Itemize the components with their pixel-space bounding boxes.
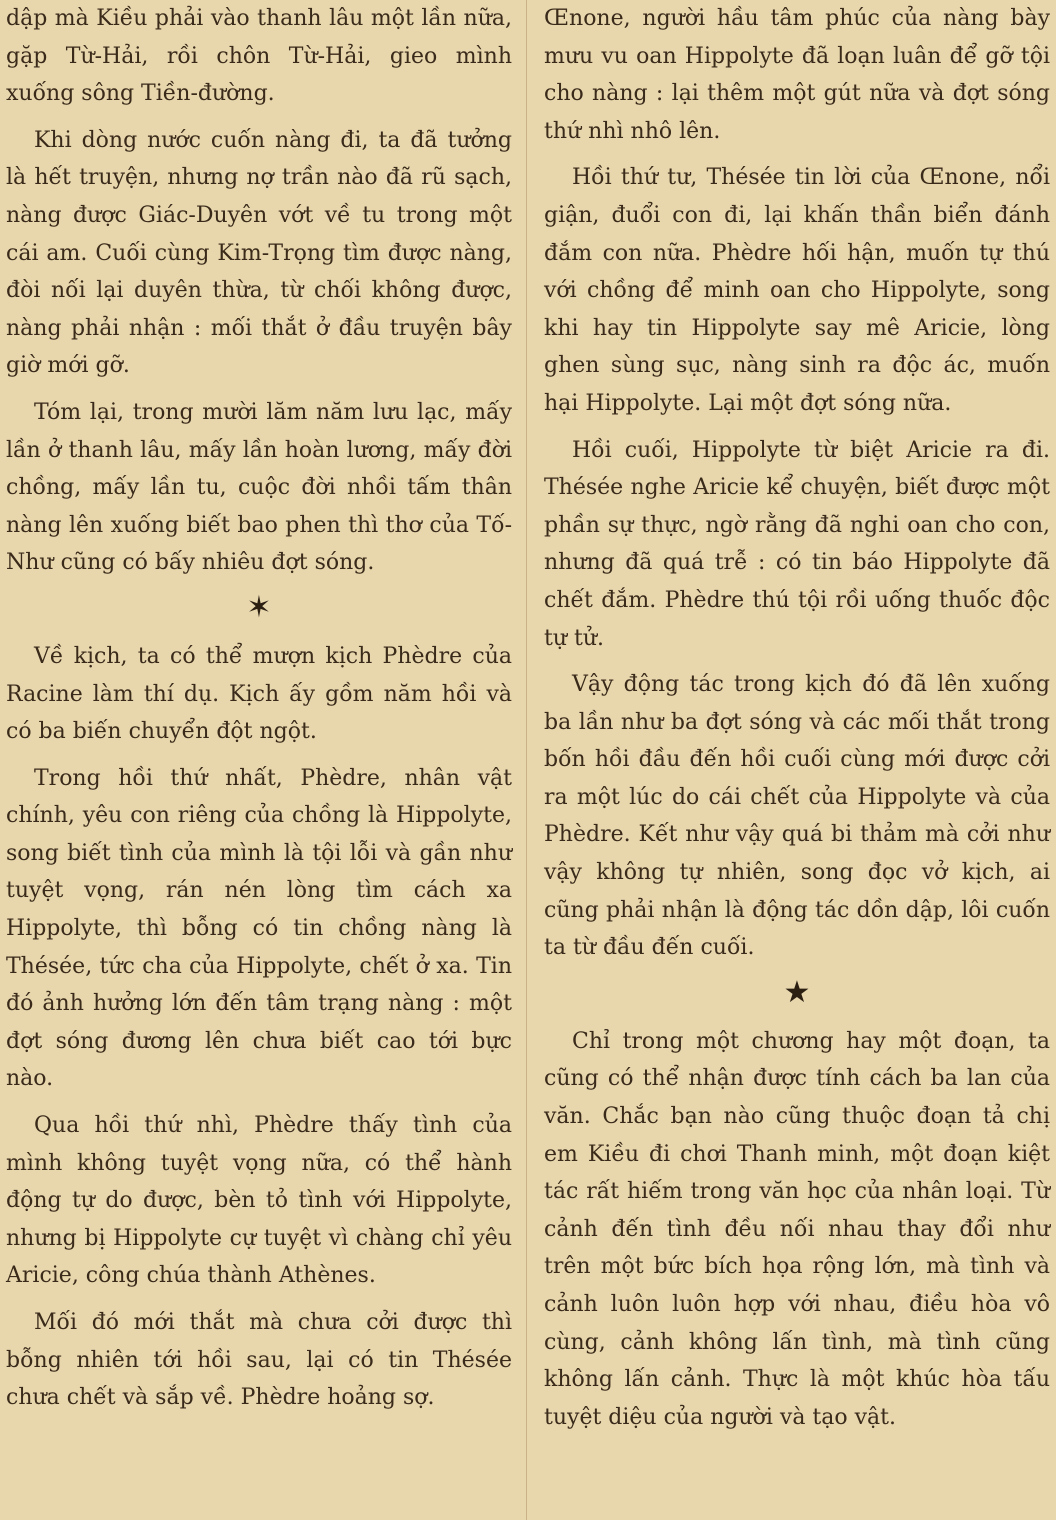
paragraph: Œnone, người hầu tâm phúc của nàng bày mưu vu oan Hippolyte đã loạn luân để gỡ tội cho nàng : lại thêm một gút nữa và đợt sóng thứ nhì nhô lên.	[544, 6, 1050, 144]
paragraph: Hồi thứ tư, Thésée tin lời của Œnone, nổi giận, đuổi con đi, lại khấn thần biển đánh đắm con nữa. Phèdre hối hận, muốn tự thú với chồng để minh oan cho Hippolyte, song khi hay tin Hippolyte say mê Aricie, lòng ghen sùng sục, nàng sinh ra độc ác, muốn hại Hippolyte. Lại một đợt sóng nữa.	[544, 165, 1050, 416]
paragraph: Hồi cuối, Hippolyte từ biệt Aricie ra đi. Thésée nghe Aricie kể chuyện, biết được một phần sự thực, ngờ rằng đã nghi oan cho con, nhưng đã quá trễ : có tin báo Hippolyte đã chết đắm. Phèdre thú tội rồi uống thuốc độc tự tử.	[544, 437, 1050, 651]
left-column	[6, 0, 512, 1417]
paragraph: Trong hồi thứ nhất, Phèdre, nhân vật chính, yêu con riêng của chồng là Hippolyte, song biết tình của mình là tội lỗi và gần như tuyệt vọng, rán nén lòng tìm cách xa Hippolyte, thì bỗng có tin chồng nàng là Thésée, tức cha của Hippolyte, chết ở xa. Tin đó ảnh hưởng lớn đến tâm trạng nàng : một đợt sóng đương lên chưa biết cao tới bực nào.	[6, 765, 512, 1092]
column-divider	[526, 0, 527, 1520]
paragraph: Chỉ trong một chương hay một đoạn, ta cũng có thể nhận được tính cách ba lan của văn. Chắc bạn nào cũng thuộc đoạn tả chị em Kiều đi chơi Thanh minh, một đoạn kiệt tác rất hiếm trong văn học của nhân loại. Từ cảnh đến tình đều nối nhau thay đổi như trên một bức bích họa rộng lớn, mà tình và cảnh luôn luôn hợp với nhau, điều hòa vô cùng, cảnh không lấn tình, mà tình cũng không lấn cảnh. Thực là một khúc hòa tấu tuyệt diệu của người và tạo vật.	[544, 1028, 1050, 1430]
paragraph: Mối đó mới thắt mà chưa cởi được thì bỗng nhiên tới hồi sau, lại có tin Thésée chưa chết và sắp về. Phèdre hoảng sợ.	[6, 1310, 512, 1411]
paragraph: Vậy động tác trong kịch đó đã lên xuống ba lần như ba đợt sóng và các mối thắt trong bốn hồi đầu đến hồi cuối cùng mới được cởi ra một lúc do cái chết của Hippolyte và của Phèdre. Kết như vậy quá bi thảm mà cởi như vậy không tự nhiên, song đọc vở kịch, ai cũng phải nhận là động tác dồn dập, lôi cuốn ta từ đầu đến cuối.	[544, 672, 1050, 961]
star-separator-icon: ✶	[246, 589, 272, 625]
right-column	[544, 0, 1050, 1436]
paragraph: dập mà Kiều phải vào thanh lâu một lần nữa, gặp Từ-Hải, rồi chôn Từ-Hải, gieo mình xuống sông Tiền-đường.	[6, 6, 512, 107]
paragraph: Qua hồi thứ nhì, Phèdre thấy tình của mình không tuyệt vọng nữa, có thể hành động tự do được, bèn tỏ tình với Hippolyte, nhưng bị Hippolyte cự tuyệt vì chàng chỉ yêu Aricie, công chúa thành Athènes.	[6, 1113, 512, 1289]
paragraph: Về kịch, ta có thể mượn kịch Phèdre của Racine làm thí dụ. Kịch ấy gồm năm hồi và có ba biến chuyển đột ngột.	[6, 643, 512, 745]
paragraph: Khi dòng nước cuốn nàng đi, ta đã tưởng là hết truyện, nhưng nợ trần nào đã rũ sạch, nàng được Giác-Duyên vớt về tu trong một cái am. Cuối cùng Kim-Trọng tìm được nàng, đòi nối lại duyên thừa, từ chối không được, nàng phải nhận : mối thắt ở đầu truyện bây giờ mới gỡ.	[6, 127, 512, 379]
paragraph: Tóm lại, trong mười lăm năm lưu lạc, mấy lần ở thanh lâu, mấy lần hoàn lương, mấy đời chồng, mấy lần tu, cuộc đời nhồi tấm thân nàng lên xuống biết bao phen thì thơ của Tố-Như cũng có bấy nhiêu đợt sóng.	[6, 399, 512, 576]
star-separator-icon: ★	[783, 974, 811, 1010]
